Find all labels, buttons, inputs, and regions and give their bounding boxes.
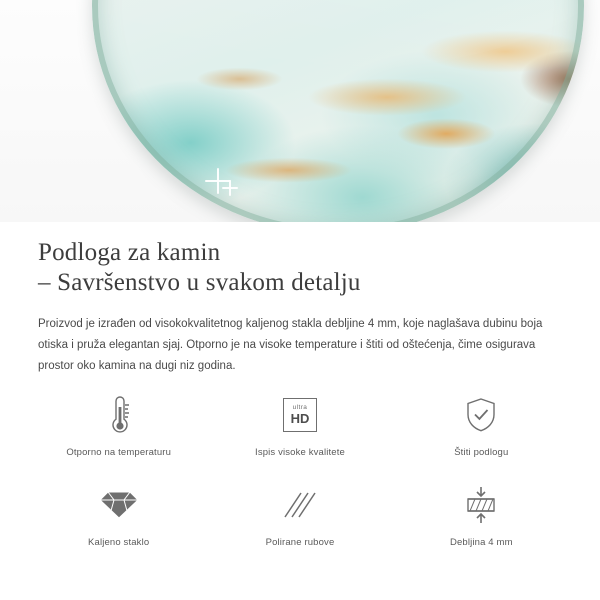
feature-label: Debljina 4 mm [449,537,513,548]
title-line-1: Podloga za kamin [38,239,221,266]
feature-label: Polirane rubove [265,537,335,548]
title-line-2: – Savršenstvo u svakom detalju [38,269,361,296]
diamond-icon [99,482,139,528]
thickness-arrows-icon [463,482,499,528]
feature-item-thickness [391,482,572,548]
hero-image [0,0,600,222]
feature-item-tempered-glass [28,482,209,548]
badge-ultra-text: ultra [292,403,308,411]
feature-label: Otporno na temperaturu [66,447,172,458]
glass-board-image [92,0,584,222]
feature-item-print-quality [209,392,390,458]
feature-label: Štiti podlogu [454,447,509,458]
feature-grid [0,392,600,548]
content-block [0,222,600,377]
feature-row-1 [28,392,572,458]
shield-check-icon [463,392,499,438]
badge-hd-text: HD [290,411,310,427]
feature-item-polished-edges [209,482,390,548]
product-description: Proizvod je izrađen od visokokvalitetnog kaljenog stakla debljine 4 mm, koje naglašava dubinu boja otiska i pruža elegantan sjaj. Otporno je na visoke temperature i štiti od oštećenja, čime osigurava prostor oko kamina na dugi niz godina. [38,318,543,372]
feature-item-protects-surface [391,392,572,458]
polished-edges-icon [281,482,319,528]
feature-label: Kaljeno staklo [88,537,150,548]
ultra-hd-icon [283,392,317,438]
feature-label: Ispis visoke kvalitete [255,447,345,458]
thermometer-icon [102,392,136,438]
page-title [38,238,562,298]
feature-row-2 [28,482,572,548]
feature-item-temperature [28,392,209,458]
